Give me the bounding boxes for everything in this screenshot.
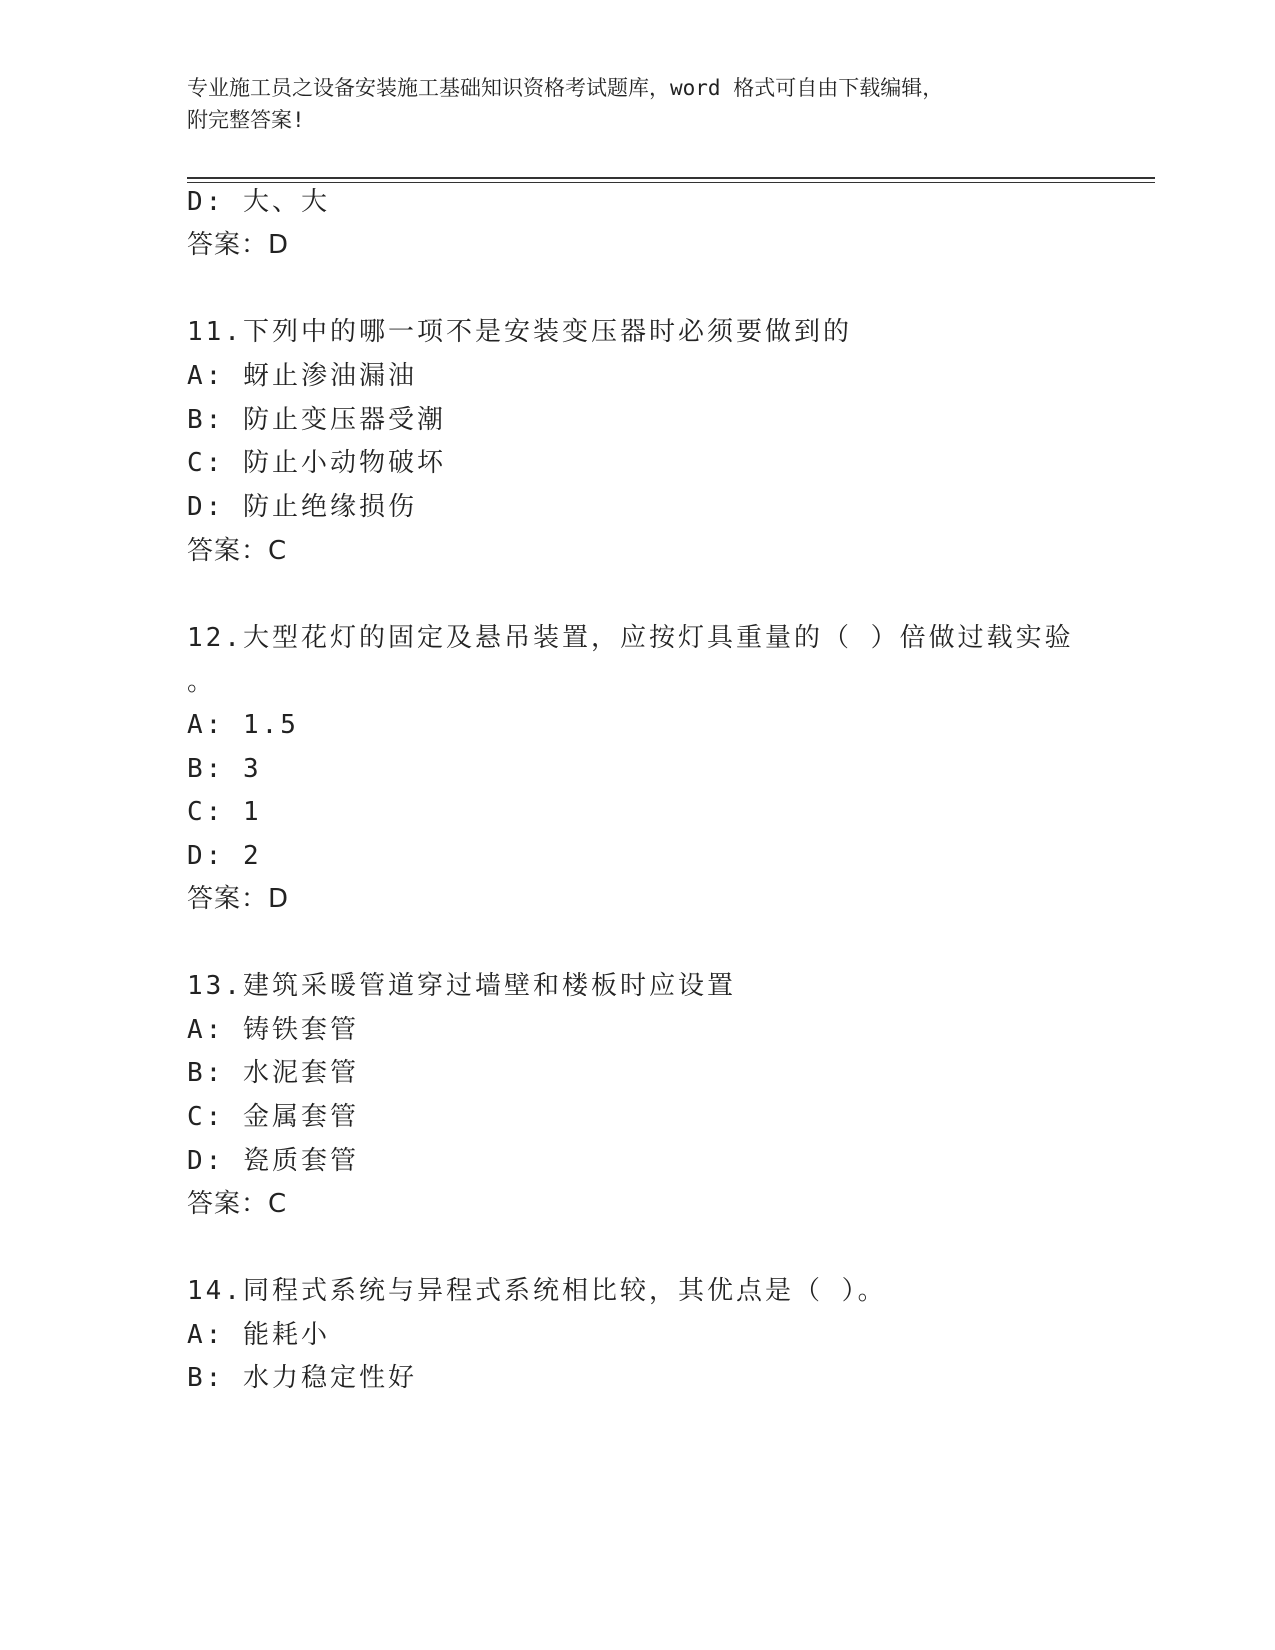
prev-option-d: D: 大、大 bbox=[187, 187, 330, 217]
q13-option-b: B: 水泥套管 bbox=[187, 1058, 359, 1088]
q12-option-a: A: 1.5 bbox=[187, 710, 299, 740]
q14-option-a: A: 能耗小 bbox=[187, 1320, 330, 1350]
q13-option-c: C: 金属套管 bbox=[187, 1102, 359, 1132]
q12-question: 12.大型花灯的固定及悬吊装置，应按灯具重量的（ ）倍做过载实验 bbox=[187, 623, 1074, 653]
q11-question: 11.下列中的哪一项不是安装变压器时必须要做到的 bbox=[187, 317, 852, 347]
q12-answer: 答案：D bbox=[187, 884, 290, 914]
header-line-1: 专业施工员之设备安装施工基础知识资格考试题库，word 格式可自由下载编辑， bbox=[187, 76, 944, 100]
document-header bbox=[187, 72, 1067, 136]
q11-option-a: A: 蚜止渗油漏油 bbox=[187, 361, 417, 391]
q13-option-a: A: 铸铁套管 bbox=[187, 1015, 359, 1045]
q12-option-d: D: 2 bbox=[187, 841, 262, 871]
q13-question: 13.建筑采暖管道穿过墙壁和楼板时应设置 bbox=[187, 971, 736, 1001]
header-divider-thin bbox=[187, 182, 1155, 183]
q14-option-b: B: 水力稳定性好 bbox=[187, 1363, 417, 1393]
prev-answer: 答案：D bbox=[187, 230, 290, 260]
q12-option-c: C: 1 bbox=[187, 797, 262, 827]
header-divider-thick bbox=[187, 177, 1155, 179]
q13-answer: 答案：C bbox=[187, 1189, 288, 1219]
q11-option-b: B: 防止变压器受潮 bbox=[187, 405, 446, 435]
q11-answer: 答案：C bbox=[187, 536, 288, 566]
q12-option-b: B: 3 bbox=[187, 754, 262, 784]
q11-option-d: D: 防止绝缘损伤 bbox=[187, 492, 417, 522]
q14-question: 14.同程式系统与异程式系统相比较，其优点是（ ）。 bbox=[187, 1276, 887, 1306]
header-line-2: 附完整答案! bbox=[187, 108, 305, 132]
q11-option-c: C: 防止小动物破坏 bbox=[187, 448, 446, 478]
q13-option-d: D: 瓷质套管 bbox=[187, 1146, 359, 1176]
q12-question-cont: 。 bbox=[187, 667, 217, 697]
